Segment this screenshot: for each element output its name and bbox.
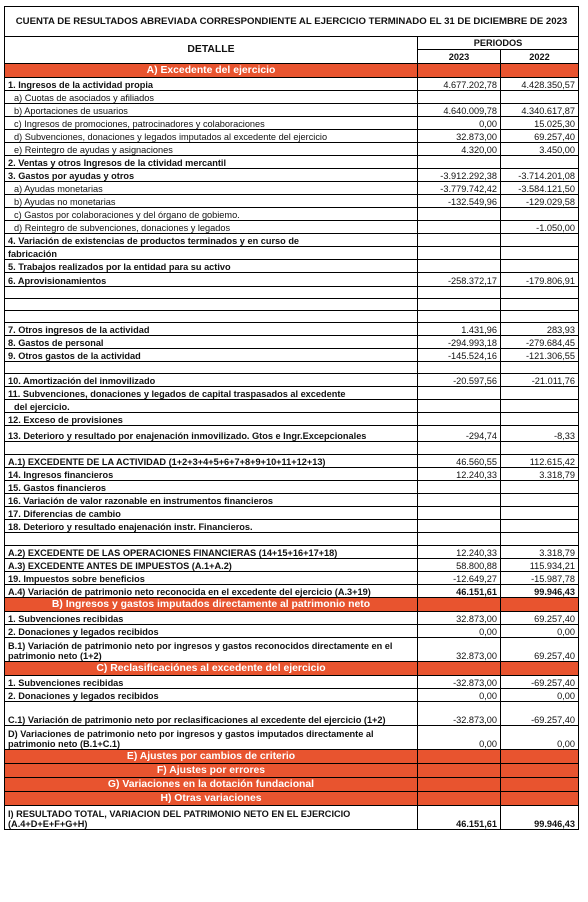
statement-row <box>5 143 579 156</box>
row-label: A.1) EXCEDENTE DE LA ACTIVIDAD (1+2+3+4+5+6+7+8+9+10+11+12+13) <box>5 455 418 468</box>
section-header-row <box>5 792 579 806</box>
value-2022: -129.029,58 <box>501 195 579 208</box>
blank-cell <box>418 442 501 455</box>
value-2022: -21.011,76 <box>501 374 579 387</box>
value-2023: 32.873,00 <box>418 130 501 143</box>
statement-row <box>5 400 579 413</box>
statement-row <box>5 260 579 273</box>
value-2023: -3.912.292,38 <box>418 169 501 182</box>
value-2022 <box>501 494 579 507</box>
section-fill-2023 <box>418 750 501 764</box>
value-2023: 0,00 <box>418 625 501 638</box>
blank-cell <box>501 533 579 546</box>
value-2023: 4.640.009,78 <box>418 104 501 117</box>
value-2022: 4.340.617,87 <box>501 104 579 117</box>
section-fill-2023 <box>418 792 501 806</box>
row-label: A.3) EXCEDENTE ANTES DE IMPUESTOS (A.1+A.2) <box>5 559 418 572</box>
value-2023 <box>418 221 501 234</box>
value-2023 <box>418 260 501 273</box>
section-fill-2022 <box>501 778 579 792</box>
section-fill-2022 <box>501 750 579 764</box>
statement-row <box>5 117 579 130</box>
section-fill-2023 <box>418 778 501 792</box>
section-fill-2022 <box>501 792 579 806</box>
value-2023: -132.549,96 <box>418 195 501 208</box>
value-2023: 32.873,00 <box>418 638 501 662</box>
value-2022: 0,00 <box>501 689 579 702</box>
statement-row <box>5 169 579 182</box>
value-2022 <box>501 247 579 260</box>
statement-row <box>5 559 579 572</box>
value-2022 <box>501 507 579 520</box>
value-2023: 4.320,00 <box>418 143 501 156</box>
blank-cell <box>501 311 579 323</box>
statement-row <box>5 374 579 387</box>
results-table <box>4 6 579 830</box>
value-2023 <box>418 208 501 221</box>
value-2023: 4.677.202,78 <box>418 78 501 91</box>
statement-row <box>5 806 579 830</box>
row-label: 2. Donaciones y legados recibidos <box>5 625 418 638</box>
blank-cell <box>5 362 418 374</box>
income-statement <box>4 6 579 830</box>
value-2022 <box>501 413 579 426</box>
value-2023: 12.240,33 <box>418 468 501 481</box>
value-2023: -3.779.742,42 <box>418 182 501 195</box>
value-2022: 0,00 <box>501 726 579 750</box>
statement-row <box>5 638 579 662</box>
blank-row <box>5 311 579 323</box>
value-2023 <box>418 400 501 413</box>
value-2023: 0,00 <box>418 726 501 750</box>
row-label: 4. Variación de existencias de productos terminados y en curso de <box>5 234 418 247</box>
row-label: del ejercicio. <box>5 400 418 413</box>
statement-row <box>5 387 579 400</box>
statement-row <box>5 336 579 349</box>
blank-cell <box>5 442 418 455</box>
row-label: 2. Ventas y otros Ingresos de la ctividad mercantil <box>5 156 418 169</box>
value-2022: 69.257,40 <box>501 612 579 625</box>
value-2022: 4.428.350,57 <box>501 78 579 91</box>
statement-row <box>5 221 579 234</box>
periodos-header: PERIODOS <box>418 37 579 50</box>
section-fill-2023 <box>418 598 501 612</box>
section-fill-2022 <box>501 598 579 612</box>
statement-row <box>5 546 579 559</box>
value-2022 <box>501 234 579 247</box>
blank-row <box>5 442 579 455</box>
value-2022 <box>501 481 579 494</box>
row-label: D) Variaciones de patrimonio neto por ingresos y gastos imputados directamente al patrimonio neto (B.1+C.1) <box>5 726 418 750</box>
value-2022: 3.318,79 <box>501 468 579 481</box>
row-label: 16. Variación de valor razonable en instrumentos financieros <box>5 494 418 507</box>
row-label: 6. Aprovisionamientos <box>5 273 418 287</box>
row-label: 10. Amortización del inmovilizado <box>5 374 418 387</box>
statement-row <box>5 689 579 702</box>
blank-cell <box>5 533 418 546</box>
value-2022: 112.615,42 <box>501 455 579 468</box>
value-2022: -8,33 <box>501 426 579 442</box>
row-label: 14. Ingresos financieros <box>5 468 418 481</box>
value-2022: 99.946,43 <box>501 585 579 598</box>
statement-row <box>5 702 579 726</box>
row-label: 17. Diferencias de cambio <box>5 507 418 520</box>
value-2022: 69.257,40 <box>501 638 579 662</box>
row-label: c) Gastos por colaboraciones y del órgano de gobiemo. <box>5 208 418 221</box>
value-2023: 12.240,33 <box>418 546 501 559</box>
row-label: e) Reintegro de ayudas y asignaciones <box>5 143 418 156</box>
statement-row <box>5 572 579 585</box>
statement-row <box>5 507 579 520</box>
value-2022: -69.257,40 <box>501 702 579 726</box>
row-label: 1. Ingresos de la actividad propia <box>5 78 418 91</box>
value-2022: 15.025,30 <box>501 117 579 130</box>
value-2023 <box>418 91 501 104</box>
value-2022: -3.714.201,08 <box>501 169 579 182</box>
blank-cell <box>418 362 501 374</box>
blank-cell <box>501 442 579 455</box>
blank-row <box>5 362 579 374</box>
value-2023: 46.560,55 <box>418 455 501 468</box>
value-2023 <box>418 413 501 426</box>
value-2022: 69.257,40 <box>501 130 579 143</box>
statement-row <box>5 520 579 533</box>
value-2022: 3.450,00 <box>501 143 579 156</box>
row-label: 5. Trabajos realizados por la entidad para su activo <box>5 260 418 273</box>
statement-row <box>5 494 579 507</box>
value-2023: 0,00 <box>418 689 501 702</box>
blank-cell <box>418 533 501 546</box>
row-label: b) Ayudas no monetarias <box>5 195 418 208</box>
section-title: G) Variaciones en la dotación fundacional <box>5 778 418 792</box>
section-header-row <box>5 662 579 676</box>
row-label: C.1) Variación de patrimonio neto por reclasificaciones al excedente del ejercicio (1+2) <box>5 702 418 726</box>
value-2023 <box>418 481 501 494</box>
statement-row <box>5 208 579 221</box>
year-2023-header: 2023 <box>418 50 501 64</box>
value-2022 <box>501 156 579 169</box>
row-label: fabricación <box>5 247 418 260</box>
detalle-header: DETALLE <box>5 37 418 64</box>
row-label: 2. Donaciones y legados recibidos <box>5 689 418 702</box>
row-label: c) Ingresos de promociones, patrocinadores y colaboraciones <box>5 117 418 130</box>
value-2023: -20.597,56 <box>418 374 501 387</box>
statement-row <box>5 426 579 442</box>
value-2023 <box>418 507 501 520</box>
value-2023: 1.431,96 <box>418 323 501 336</box>
section-header-row <box>5 750 579 764</box>
statement-row <box>5 273 579 287</box>
value-2023: -12.649,27 <box>418 572 501 585</box>
value-2023 <box>418 234 501 247</box>
statement-row <box>5 234 579 247</box>
value-2023: 46.151,61 <box>418 585 501 598</box>
value-2022 <box>501 387 579 400</box>
statement-row <box>5 585 579 598</box>
row-label: a) Ayudas monetarias <box>5 182 418 195</box>
value-2023 <box>418 247 501 260</box>
row-label: d) Subvenciones, donaciones y legados imputados al excedente del ejercicio <box>5 130 418 143</box>
value-2022: -3.584.121,50 <box>501 182 579 195</box>
statement-row <box>5 104 579 117</box>
section-title: C) Reclasificaciónes al excedente del ejercicio <box>5 662 418 676</box>
row-label: 7. Otros ingresos de la actividad <box>5 323 418 336</box>
statement-row <box>5 625 579 638</box>
value-2023 <box>418 494 501 507</box>
value-2022: 0,00 <box>501 625 579 638</box>
row-label: 8. Gastos de personal <box>5 336 418 349</box>
value-2022 <box>501 400 579 413</box>
statement-row <box>5 91 579 104</box>
value-2022: 3.318,79 <box>501 546 579 559</box>
section-title: E) Ajustes por cambios de criterio <box>5 750 418 764</box>
value-2022: -1.050,00 <box>501 221 579 234</box>
row-label: a) Cuotas de asociados y afiliados <box>5 91 418 104</box>
value-2023: -145.524,16 <box>418 349 501 362</box>
section-title: H) Otras variaciones <box>5 792 418 806</box>
row-label: 11. Subvenciones, donaciones y legados de capital traspasados al excedente <box>5 387 418 400</box>
statement-row <box>5 676 579 689</box>
row-label: 9. Otros gastos de la actividad <box>5 349 418 362</box>
statement-row <box>5 468 579 481</box>
section-title: B) Ingresos y gastos imputados directamente al patrimonio neto <box>5 598 418 612</box>
section-fill-2022 <box>501 64 579 78</box>
report-title: CUENTA DE RESULTADOS ABREVIADA CORRESPONDIENTE AL EJERCICIO TERMINADO EL 31 DE DICIEMBRE DE 2023 <box>5 7 579 37</box>
value-2022: -15.987,78 <box>501 572 579 585</box>
blank-cell <box>418 287 501 299</box>
section-header-row <box>5 598 579 612</box>
row-label: 1. Subvenciones recibidas <box>5 612 418 625</box>
blank-cell <box>5 311 418 323</box>
row-label: 1. Subvenciones recibidas <box>5 676 418 689</box>
value-2023: 46.151,61 <box>418 806 501 830</box>
row-label: A.2) EXCEDENTE DE LAS OPERACIONES FINANCIERAS (14+15+16+17+18) <box>5 546 418 559</box>
year-2022-header: 2022 <box>501 50 579 64</box>
row-label: d) Reintegro de subvenciones, donaciones y legados <box>5 221 418 234</box>
value-2022: -279.684,45 <box>501 336 579 349</box>
blank-cell <box>501 299 579 311</box>
statement-row <box>5 413 579 426</box>
statement-row <box>5 78 579 91</box>
value-2022: 283,93 <box>501 323 579 336</box>
statement-row <box>5 481 579 494</box>
value-2022: -69.257,40 <box>501 676 579 689</box>
row-label: b) Aportaciones de usuarios <box>5 104 418 117</box>
value-2022: -179.806,91 <box>501 273 579 287</box>
row-label: B.1) Variación de patrimonio neto por ingresos y gastos reconocidos directamente en el patrimonio neto (1+2) <box>5 638 418 662</box>
row-label: 18. Deterioro y resultado enajenación instr. Financieros. <box>5 520 418 533</box>
blank-cell <box>418 311 501 323</box>
section-fill-2023 <box>418 662 501 676</box>
value-2023 <box>418 156 501 169</box>
value-2023: -32.873,00 <box>418 676 501 689</box>
value-2022 <box>501 91 579 104</box>
statement-row <box>5 455 579 468</box>
value-2022: 99.946,43 <box>501 806 579 830</box>
section-title: A) Excedente del ejercicio <box>5 64 418 78</box>
blank-row <box>5 287 579 299</box>
row-label: 13. Deterioro y resultado por enajenación inmovilizado. Gtos e Ingr.Excepcionales <box>5 426 418 442</box>
section-header-row <box>5 778 579 792</box>
value-2023 <box>418 387 501 400</box>
section-fill-2022 <box>501 764 579 778</box>
row-label: A.4) Variación de patrimonio neto reconocida en el excedente del ejercicio (A.3+19) <box>5 585 418 598</box>
blank-cell <box>5 287 418 299</box>
value-2023: 32.873,00 <box>418 612 501 625</box>
value-2022: 115.934,21 <box>501 559 579 572</box>
statement-row <box>5 182 579 195</box>
row-label: 19. Impuestos sobre beneficios <box>5 572 418 585</box>
blank-cell <box>418 299 501 311</box>
value-2023: -32.873,00 <box>418 702 501 726</box>
row-label: I) RESULTADO TOTAL, VARIACION DEL PATRIMONIO NETO EN EL EJERCICIO (A.4+D+E+F+G+H) <box>5 806 418 830</box>
value-2023: -294,74 <box>418 426 501 442</box>
section-fill-2022 <box>501 662 579 676</box>
blank-cell <box>501 287 579 299</box>
section-fill-2023 <box>418 64 501 78</box>
value-2022 <box>501 520 579 533</box>
value-2023: -294.993,18 <box>418 336 501 349</box>
blank-row <box>5 533 579 546</box>
statement-row <box>5 130 579 143</box>
statement-row <box>5 156 579 169</box>
value-2023: 0,00 <box>418 117 501 130</box>
row-label: 3. Gastos por ayudas y otros <box>5 169 418 182</box>
row-label: 15. Gastos financieros <box>5 481 418 494</box>
statement-row <box>5 349 579 362</box>
section-fill-2023 <box>418 764 501 778</box>
statement-row <box>5 323 579 336</box>
value-2022 <box>501 208 579 221</box>
statement-row <box>5 726 579 750</box>
section-header-row <box>5 764 579 778</box>
section-header-row <box>5 64 579 78</box>
blank-cell <box>501 362 579 374</box>
statement-row <box>5 195 579 208</box>
value-2023 <box>418 520 501 533</box>
blank-row <box>5 299 579 311</box>
value-2023: -258.372,17 <box>418 273 501 287</box>
value-2022: -121.306,55 <box>501 349 579 362</box>
section-title: F) Ajustes por errores <box>5 764 418 778</box>
blank-cell <box>5 299 418 311</box>
value-2022 <box>501 260 579 273</box>
statement-row <box>5 612 579 625</box>
statement-row <box>5 247 579 260</box>
row-label: 12. Exceso de provisiones <box>5 413 418 426</box>
value-2023: 58.800,88 <box>418 559 501 572</box>
